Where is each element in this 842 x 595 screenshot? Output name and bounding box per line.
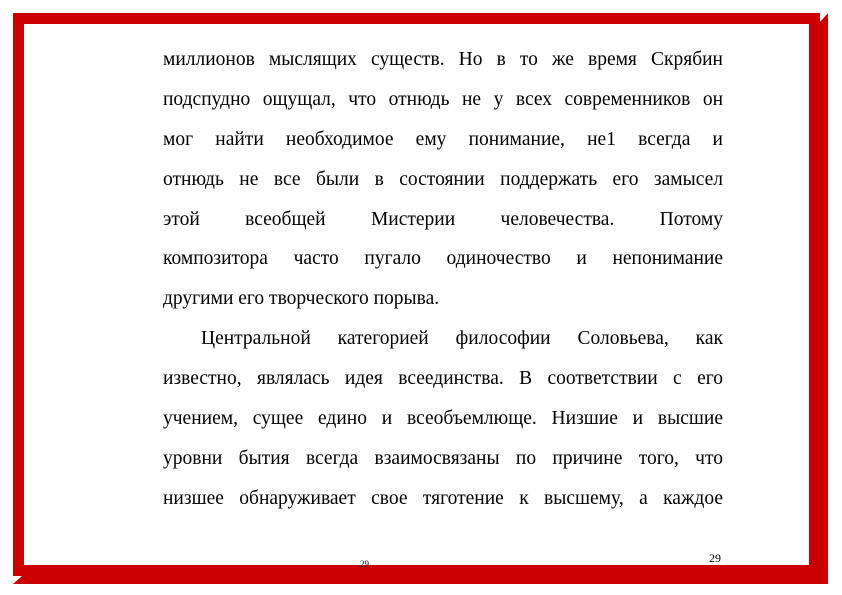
text-line: композитора часто пугало одиночество и непонимание — [163, 248, 723, 270]
paragraph-end-line: другими его творческого порыва. — [163, 288, 440, 310]
text-line: этой всеобщей Мистерии человечества. Потому — [163, 208, 723, 230]
page-number-footer: 29 — [360, 559, 369, 569]
text-line: подспудно ощущал, что отнюдь не у всех современников он — [163, 88, 723, 110]
text-line: миллионов мыслящих существ. Но в то же время Скрябин — [163, 49, 723, 70]
text-line: уровни бытия всегда взаимосвязаны по причине того, что — [163, 447, 723, 469]
text-line: учением, сущее едино и всеобъемлюще. Низшие и высшие — [163, 408, 723, 430]
text-line: известно, являлась идея всеединства. В соответствии с его — [163, 368, 723, 390]
frame-shadow-right — [820, 22, 828, 584]
text-line: отнюдь не все были в состоянии поддержать его замысел — [163, 168, 723, 190]
body-text — [163, 40, 723, 519]
text-line: низшее обнаруживает свое тяготение к высшему, а каждое — [163, 487, 723, 509]
frame-shadow-corner-left — [13, 576, 22, 584]
frame-shadow-corner-top — [820, 13, 828, 22]
text-line: мог найти необходимое ему понимание, не1 всегда и — [163, 128, 723, 150]
page-number: 29 — [709, 551, 721, 565]
paragraph-start-line: Центральной категорией философии Соловьева, как — [201, 328, 723, 350]
frame-shadow-bottom — [22, 576, 828, 584]
